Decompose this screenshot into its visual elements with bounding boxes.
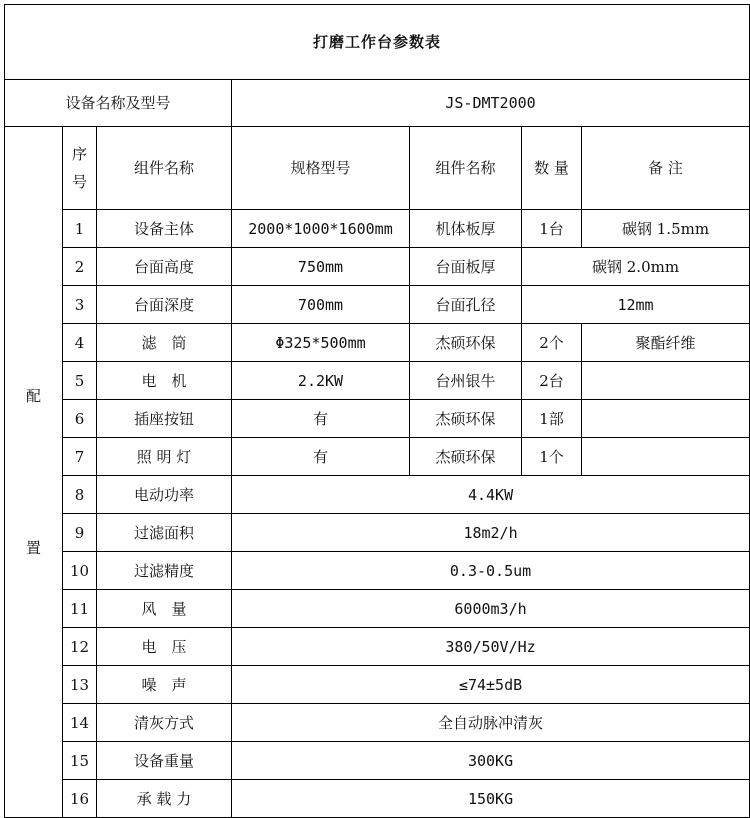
table-row [5,248,750,286]
table-row [5,742,750,780]
table-row [5,666,750,704]
row-no: 2 [63,248,97,286]
row-no: 7 [63,438,97,476]
row-component-2: 杰硕环保 [410,400,522,438]
table-row [5,704,750,742]
row-merged-remark: 碳钢 2.0mm [522,248,750,286]
row-spec: 有 [232,438,410,476]
row-qty: 1部 [522,400,582,438]
row-spec: 700mm [232,286,410,324]
row-component-2: 台面板厚 [410,248,522,286]
row-spec: Φ325*500mm [232,324,410,362]
row-value: 全自动脉冲清灰 [232,704,750,742]
row-no: 8 [63,476,97,514]
header-no: 序 号 [63,127,97,210]
row-no: 15 [63,742,97,780]
table-row [5,324,750,362]
table-row [5,552,750,590]
row-component: 台面高度 [97,248,232,286]
row-component-2: 机体板厚 [410,210,522,248]
row-component: 设备主体 [97,210,232,248]
row-qty: 2台 [522,362,582,400]
row-value: 4.4KW [232,476,750,514]
row-component-2: 台面孔径 [410,286,522,324]
row-component: 过滤面积 [97,514,232,552]
row-component-2: 台州银牛 [410,362,522,400]
table-row [5,514,750,552]
row-no: 16 [63,780,97,818]
row-component: 过滤精度 [97,552,232,590]
row-component-2: 杰硕环保 [410,324,522,362]
row-no: 3 [63,286,97,324]
row-no: 11 [63,590,97,628]
row-component: 清灰方式 [97,704,232,742]
row-qty: 1台 [522,210,582,248]
config-side-label [5,127,63,818]
row-no: 5 [63,362,97,400]
row-component: 滤 筒 [97,324,232,362]
row-component: 电 机 [97,362,232,400]
row-component-2: 杰硕环保 [410,438,522,476]
spec-table [4,4,750,818]
row-spec: 2.2KW [232,362,410,400]
table-row [5,286,750,324]
row-remark: 碳钢 1.5mm [582,210,750,248]
header-spec: 规格型号 [232,127,410,210]
row-component: 设备重量 [97,742,232,780]
row-component: 照 明 灯 [97,438,232,476]
table-title: 打磨工作台参数表 [5,5,750,80]
row-value: 300KG [232,742,750,780]
row-no: 12 [63,628,97,666]
row-component: 电 压 [97,628,232,666]
table-row [5,476,750,514]
row-remark [582,362,750,400]
row-value: 18m2/h [232,514,750,552]
table-row [5,400,750,438]
row-remark [582,400,750,438]
row-value: 6000m3/h [232,590,750,628]
row-value: ≤74±5dB [232,666,750,704]
row-qty: 1个 [522,438,582,476]
row-no: 4 [63,324,97,362]
row-spec: 750mm [232,248,410,286]
row-value: 150KG [232,780,750,818]
row-component: 风 量 [97,590,232,628]
row-remark [582,438,750,476]
row-component: 噪 声 [97,666,232,704]
row-no: 10 [63,552,97,590]
row-merged-remark: 12mm [522,286,750,324]
header-component: 组件名称 [97,127,232,210]
row-component: 电动功率 [97,476,232,514]
row-component: 插座按钮 [97,400,232,438]
model-label: 设备名称及型号 [5,80,232,127]
table-row [5,438,750,476]
row-remark: 聚酯纤维 [582,324,750,362]
row-no: 14 [63,704,97,742]
row-spec: 2000*1000*1600mm [232,210,410,248]
row-no: 1 [63,210,97,248]
row-no: 9 [63,514,97,552]
table-row [5,628,750,666]
row-no: 13 [63,666,97,704]
header-remark: 备 注 [582,127,750,210]
table-row [5,210,750,248]
row-component: 台面深度 [97,286,232,324]
row-qty: 2个 [522,324,582,362]
model-value: JS-DMT2000 [232,80,750,127]
side-label-char-2: 置 [25,539,41,557]
row-spec: 有 [232,400,410,438]
row-component: 承 载 力 [97,780,232,818]
row-no: 6 [63,400,97,438]
table-row [5,590,750,628]
row-value: 0.3-0.5um [232,552,750,590]
row-value: 380/50V/Hz [232,628,750,666]
header-component-2: 组件名称 [410,127,522,210]
side-label-char-1: 配 [25,387,41,405]
header-qty: 数 量 [522,127,582,210]
table-row [5,362,750,400]
